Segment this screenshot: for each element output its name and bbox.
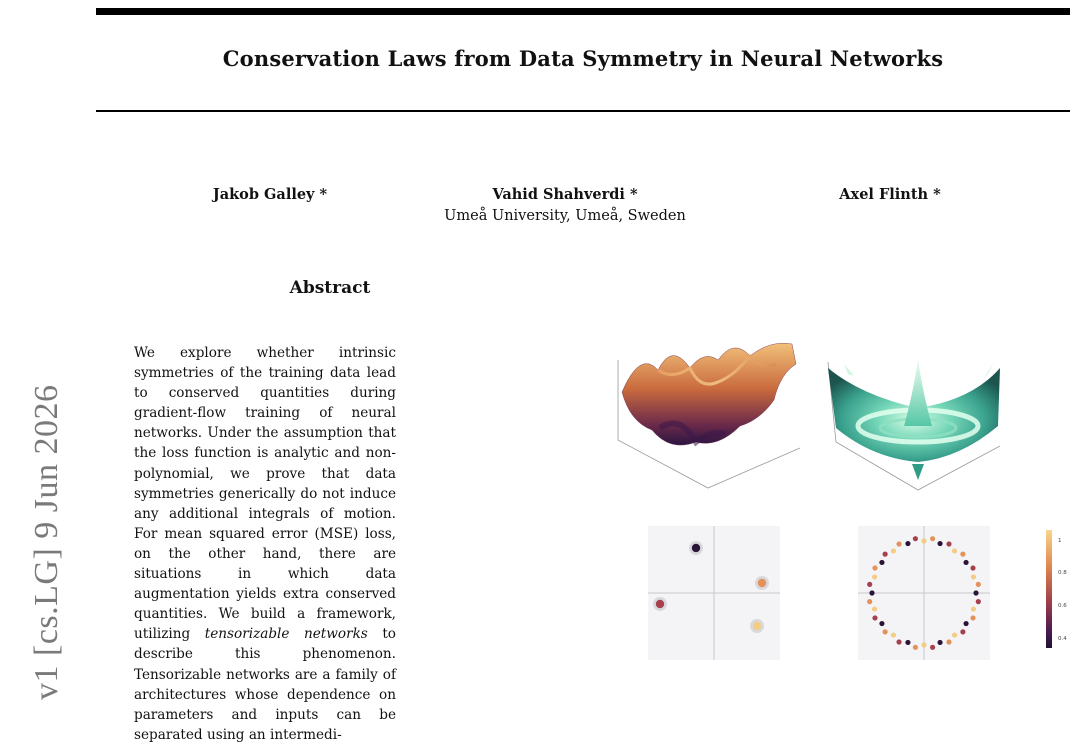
colorbar-tick-label: 0.8 [1058,570,1067,576]
ring-point [952,548,957,553]
ring-point [872,615,877,620]
ring-point [883,552,888,557]
surface-plot-teal [828,358,1000,490]
ring-point [937,640,942,645]
ring-point [921,538,926,543]
ring-point [879,560,884,565]
ring-point [872,574,877,579]
ring-point [946,639,951,644]
ring-point [913,645,918,650]
scatter-point [755,576,769,590]
ring-point [960,552,965,557]
scatter-point [750,619,764,633]
teaser-figure [600,330,1070,670]
ring-point [973,590,978,595]
ring-point [970,615,975,620]
author-2: Vahid Shahverdi * [492,186,638,203]
author-1: Jakob Galley * [212,186,328,203]
ring-point [867,599,872,604]
ring-point [960,629,965,634]
figure-svg [600,330,1070,670]
ring-point [905,640,910,645]
title-top-rule [96,8,1070,15]
abstract-text-1: We explore whether intrinsic symmetries of the training data lead to conserved quantities during gradient-flow training of neural networks. Under the assumption that the loss function is analytic and non-polynomial, we prove that data symmetries generically do not induce any additional integrals of motion. For mean squared error (MSE) loss, on the other hand, there are situations in which data augmentation yields extra conserved quantities. We build a framework, utilizing [134,345,396,643]
scatter-panel-points [648,526,780,660]
ring-point [896,541,901,546]
ring-point [872,606,877,611]
author-3: Axel Flinth * [839,186,941,203]
ring-point [976,599,981,604]
ring-point [970,565,975,570]
ring-point [913,536,918,541]
ring-point [952,632,957,637]
colorbar-tick-label: 0.4 [1058,636,1067,642]
arxiv-stamp-text: v1 [cs.LG] 9 Jun 2026 [28,384,65,700]
ring-point [867,582,872,587]
ring-point [930,536,935,541]
ring-point [883,629,888,634]
ring-point [921,642,926,647]
ring-point [869,590,874,595]
abstract-body [134,343,396,745]
ring-point [891,632,896,637]
surface-plot-warm [618,343,800,488]
arxiv-side-stamp [0,310,90,700]
ring-point [896,639,901,644]
ring-point [891,548,896,553]
abstract-heading: Abstract [289,278,371,298]
scatter-panel-ring [858,526,990,660]
ring-point [930,645,935,650]
author-affiliation: Umeå University, Umeå, Sweden [444,208,686,224]
abstract-text-2: to describe this phenomenon. Tensorizable networks are a family of architectures whose dependence on parameters and inputs can be separated using an intermedi- [134,626,396,743]
ring-point [879,621,884,626]
ring-point [963,621,968,626]
ring-point [971,606,976,611]
colorbar [1046,530,1067,648]
ring-point [976,582,981,587]
scatter-point [653,597,667,611]
ring-point [971,574,976,579]
abstract-italic-term: tensorizable networks [204,626,368,643]
colorbar-tick-label: 0.6 [1058,603,1067,609]
ring-point [872,565,877,570]
ring-point [905,541,910,546]
colorbar-tick-label: 1 [1058,538,1062,544]
scatter-point [689,541,703,555]
paper-title: Conservation Laws from Data Symmetry in Neural Networks [222,46,944,71]
ring-point [946,541,951,546]
title-bottom-rule [96,110,1070,112]
ring-point [963,560,968,565]
ring-point [937,541,942,546]
